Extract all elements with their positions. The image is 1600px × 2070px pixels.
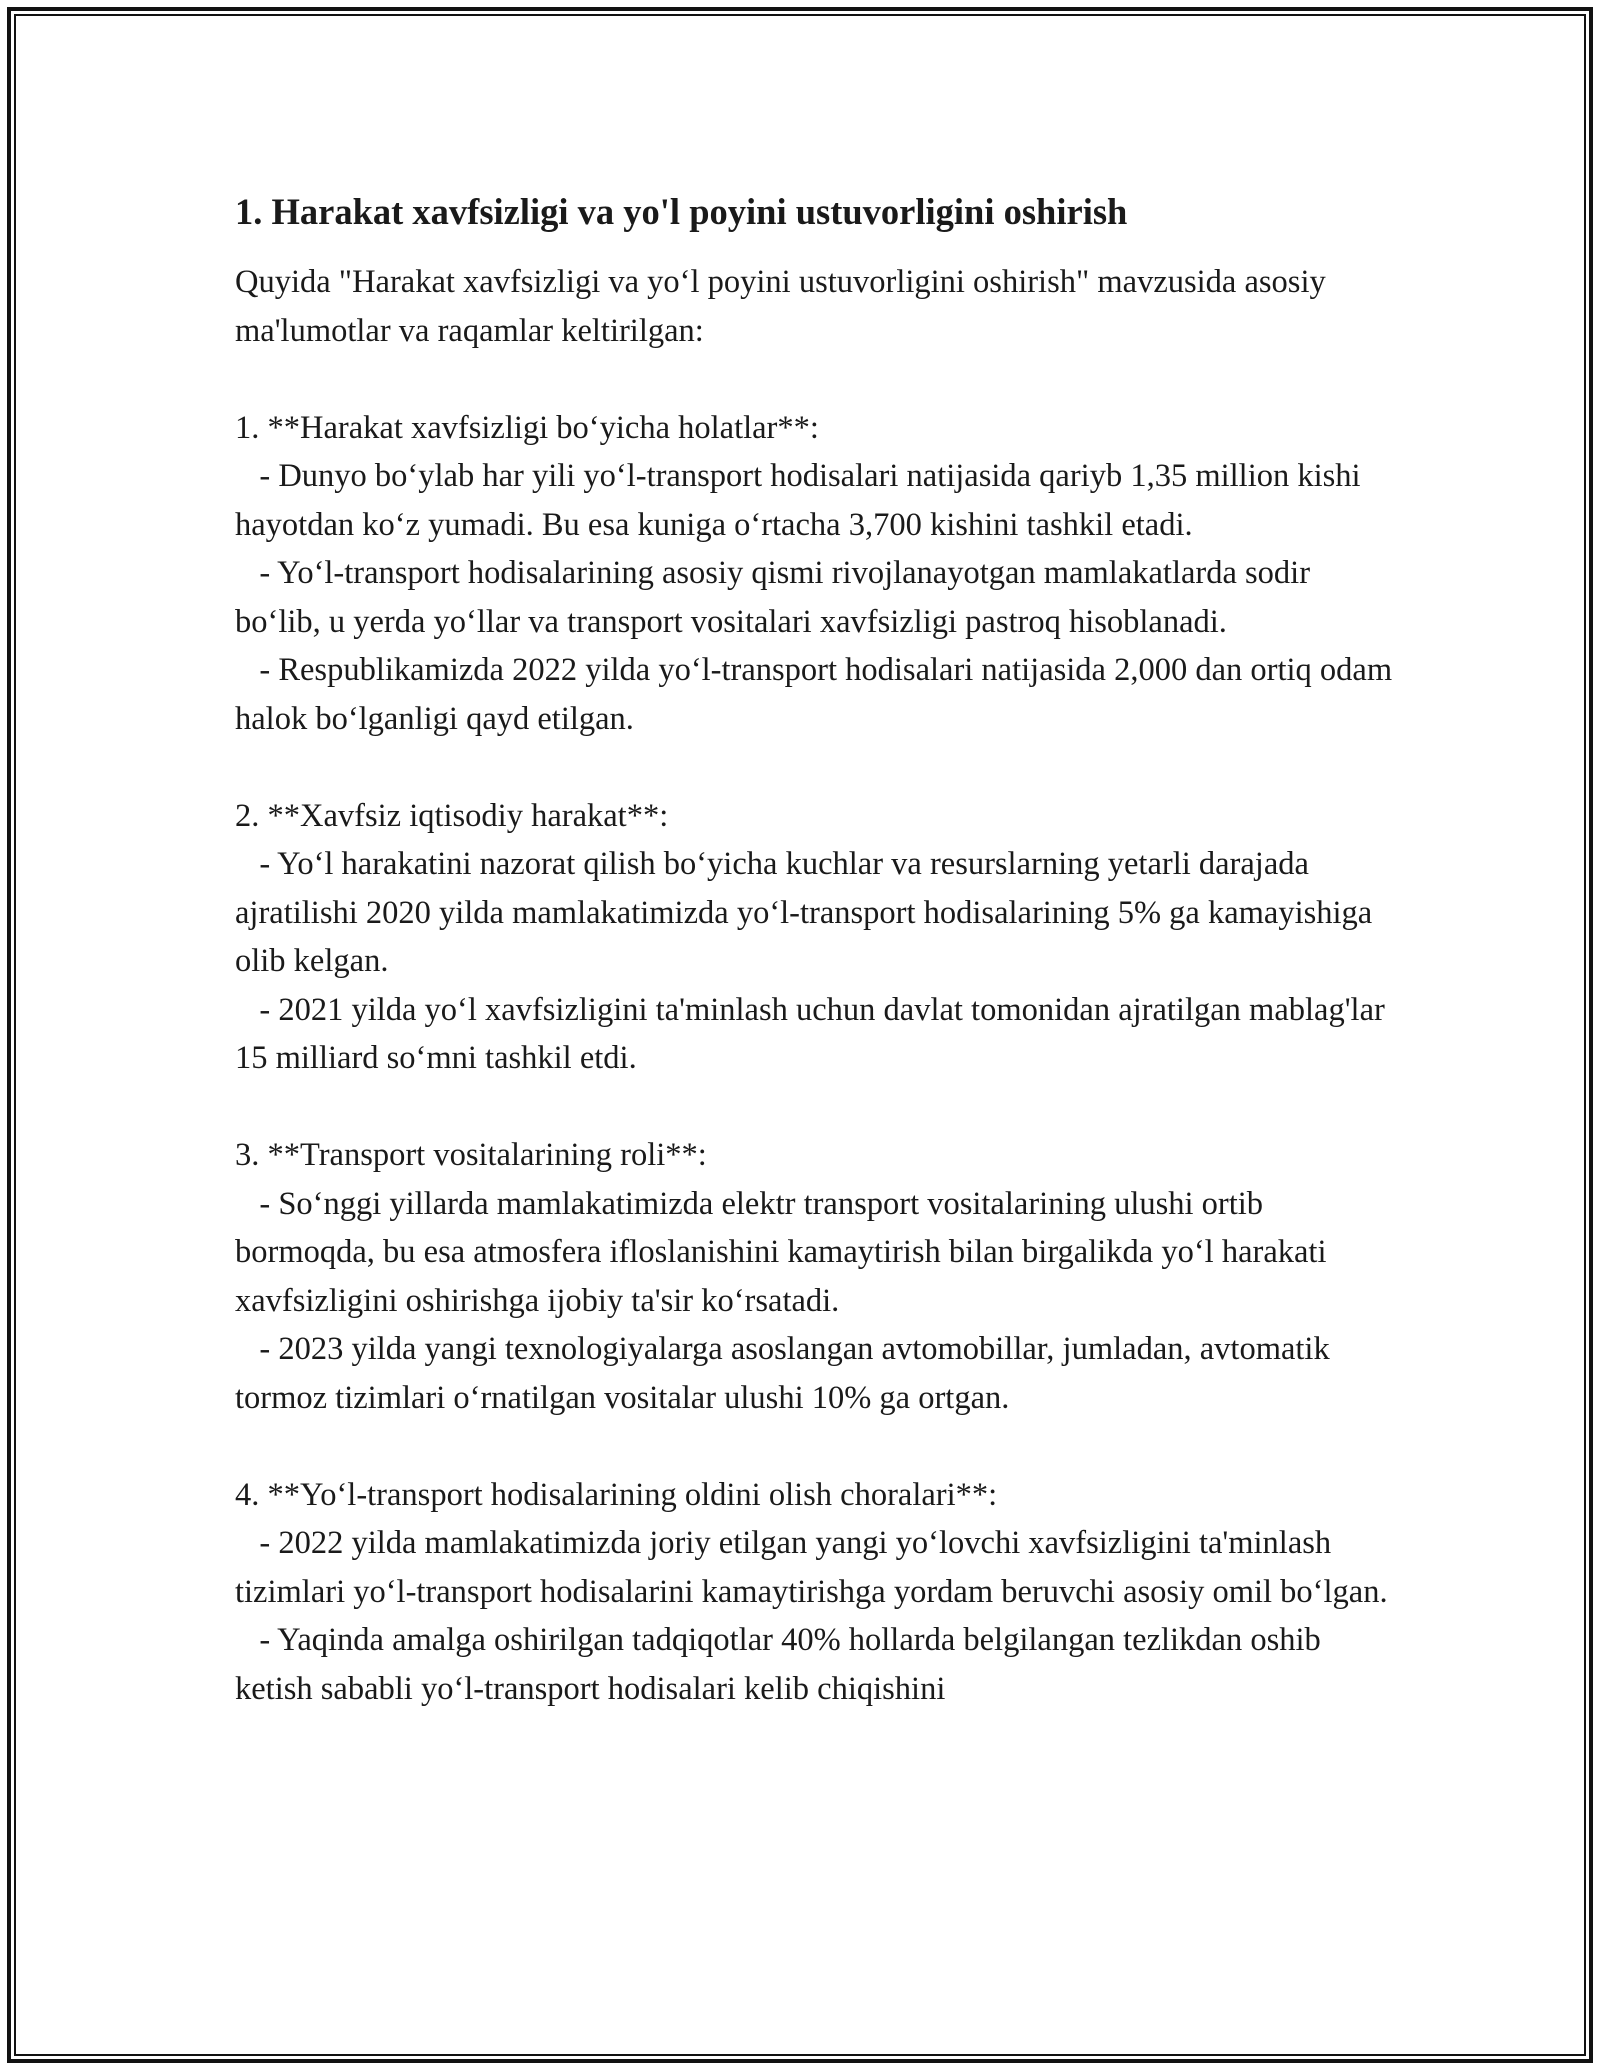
- document-title: 1. Harakat xavfsizligi va yo'l poyini ustuvorligini oshirish: [235, 191, 1128, 232]
- bullet-item: - So‘nggi yillarda mamlakatimizda elektr transport vositalarining ulushi ortib bormoqda, bu esa atmosfera ifloslanishini kamaytirish bilan birgalikda yo‘l harakati xavfsizligini oshirishga ijobiy ta'sir ko‘rsatadi.: [235, 1185, 1335, 1319]
- bullet-item: - Yo‘l-transport hodisalarining asosiy qismi rivojlanayotgan mamlakatlarda sodir bo‘lib, u yerda yo‘llar va transport vositalari xavfsizligi pastroq hisoblanadi.: [235, 555, 1319, 640]
- bullet-item: - 2023 yilda yangi texnologiyalarga asoslangan avtomobillar, jumladan, avtomatik tormoz tizimlari o‘rnatilgan vositalar ulushi 10% ga ortgan.: [235, 1331, 1338, 1416]
- section-safe-economic-movement: [235, 792, 1395, 1083]
- section-vehicle-role: [235, 1131, 1395, 1422]
- bullet-item: - Yaqinda amalga oshirilgan tadqiqotlar 40% hollarda belgilangan tezlikdan oshib ketish sababli yo‘l-transport hodisalari kelib chiqishini: [235, 1622, 1329, 1707]
- bullet-item: - 2021 yilda yo‘l xavfsizligini ta'minlash uchun davlat tomonidan ajratilgan mablag'lar 15 milliard so‘mni tashkil etdi.: [235, 991, 1393, 1076]
- bullet-item: - Dunyo bo‘ylab har yili yo‘l-transport hodisalari natijasida qariyb 1,35 million kishi hayotdan ko‘z yumadi. Bu esa kuniga o‘rtacha 3,700 kishini tashkil etadi.: [235, 458, 1369, 543]
- bullet-item: - Yo‘l harakatini nazorat qilish bo‘yicha kuchlar va resurslarning yetarli darajada ajratilishi 2020 yilda mamlakatimizda yo‘l-transport hodisalarining 5% ga kamayishiga olib kelgan.: [235, 846, 1381, 979]
- document-body: [235, 188, 1401, 1713]
- section-heading: 3. **Transport vositalarining roli**:: [235, 1137, 707, 1173]
- section-prevention-measures: [235, 1471, 1395, 1714]
- bullet-item: - 2022 yilda mamlakatimizda joriy etilgan yangi yo‘lovchi xavfsizligini ta'minlash tizimlari yo‘l-transport hodisalarini kamaytirishga yordam beruvchi asosiy omil bo‘lgan.: [235, 1525, 1388, 1610]
- section-heading: 1. **Harakat xavfsizligi bo‘yicha holatlar**:: [235, 409, 819, 446]
- section-heading: 2. **Xavfsiz iqtisodiy harakat**:: [235, 797, 669, 834]
- bullet-item: - Respublikamizda 2022 yilda yo‘l-transport hodisalari natijasida 2,000 dan ortiq odam halok bo‘lganligi qayd etilgan.: [235, 652, 1401, 737]
- section-safety-cases: [235, 404, 1401, 744]
- section-heading: 4. **Yo‘l-transport hodisalarining oldini olish choralari**:: [235, 1476, 998, 1513]
- intro-paragraph: Quyida "Harakat xavfsizligi va yo‘l poyini ustuvorligini oshirish" mavzusida asosiy ma'lumotlar va raqamlar keltirilgan:: [235, 264, 1334, 349]
